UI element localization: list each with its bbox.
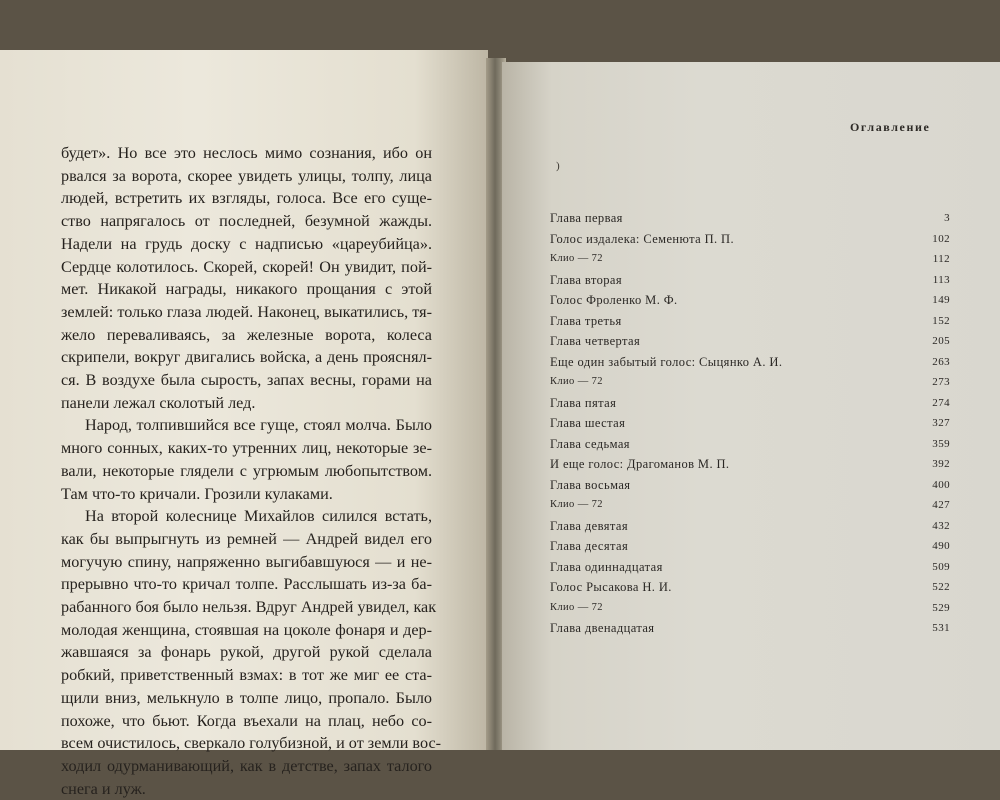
toc-entry-label: Глава десятая	[550, 539, 629, 553]
toc-entry-label: Глава одиннадцатая	[550, 559, 663, 574]
text-line: Сердце колотилось. Скорей, скорей! Он увидит, пой-	[61, 257, 432, 276]
toc-entry-page: 522	[932, 581, 950, 593]
paragraph	[61, 414, 432, 505]
text-line: скрипели, вокруг двигались войска, а день прояснял-	[61, 348, 432, 367]
text-line: ство напрягалось от последней, безумной жажды.	[61, 212, 432, 231]
toc-entry-label: Клио — 72	[550, 499, 603, 510]
toc-entry	[550, 598, 950, 619]
toc-entry-page: 263	[932, 355, 950, 368]
text-line: много сонных, каких-то утренних лиц, некоторые зе-	[61, 439, 432, 458]
toc-entry-label: Глава третья	[550, 313, 622, 328]
text-line: Надели на грудь доску с надписью «цареубийца».	[61, 234, 432, 253]
toc-entry-label: Глава восьмая	[550, 477, 631, 492]
toc-entry	[550, 208, 950, 229]
text-line: ся. В воздухе была сырость, запах весны, горами на	[61, 371, 432, 390]
toc-entry-label: Голос издалека: Семенюта П. П.	[550, 231, 734, 246]
text-line: робкий, приветственный взмах: в тот же миг ее ста-	[61, 666, 432, 685]
toc-entry	[550, 495, 950, 516]
toc-entry	[550, 618, 950, 639]
toc-entry-page: 3	[944, 212, 950, 224]
text-line: панели лежал сколотый лед.	[61, 393, 256, 412]
text-line: всем очистилось, сверкало голубизной, и от земли вос-	[61, 734, 442, 753]
toc-entry-page: 327	[932, 417, 950, 429]
text-line: Народ, толпившийся все гуще, стоял молча. Было	[85, 416, 432, 435]
toc-entry-page: 274	[932, 396, 950, 409]
toc-entry-label: Глава пятая	[550, 395, 617, 410]
toc-entry-page: 427	[932, 499, 950, 511]
toc-entry-page: 490	[932, 540, 950, 552]
text-line: людей, встретить их взгляды, голоса. Все его суще-	[61, 189, 432, 208]
toc-entry-page: 205	[932, 335, 950, 347]
text-line: похоже, что бьют. Когда въехали на плац, небо со-	[61, 711, 432, 730]
text-line: рабанного боя было нельзя. Вдруг Андрей увидел, как	[61, 598, 437, 617]
toc-entry-page: 392	[932, 458, 950, 470]
toc-entry-label: Голос Фроленко М. Ф.	[550, 293, 678, 307]
left-page-text	[61, 142, 442, 800]
text-line: жавшаяся за фонарь рукой, другой рукой сделала	[61, 643, 432, 662]
toc-entry-label: Глава девятая	[550, 518, 628, 533]
toc-entry	[550, 454, 950, 475]
toc-entry	[550, 249, 950, 270]
toc-entry-page: 400	[932, 478, 950, 491]
toc-entry	[550, 311, 950, 332]
text-line: мет. Никакой награды, никакого прощания с этой	[61, 280, 432, 299]
text-line: могучую спину, напряженно выгибавшуюся — и не-	[61, 552, 432, 571]
toc-entry	[550, 229, 950, 250]
toc-entry	[550, 516, 950, 537]
toc-entry	[550, 557, 950, 578]
toc-entry-page: 102	[932, 232, 950, 245]
stray-mark: )	[556, 160, 560, 172]
toc-entry	[550, 290, 950, 311]
text-line: Там что-то кричали. Грозили кулаками.	[61, 484, 333, 503]
toc-entry-page: 273	[932, 376, 950, 388]
toc-entry-page: 149	[932, 294, 950, 306]
toc-entry	[550, 577, 950, 598]
toc-entry-label: Голос Рысакова Н. И.	[550, 580, 672, 594]
text-line: жело переваливаясь, за железные ворота, колеса	[61, 325, 432, 344]
toc-entry-label: Глава первая	[550, 211, 623, 225]
toc-entry-page: 509	[932, 560, 950, 573]
toc-entry	[550, 331, 950, 352]
toc-entry	[550, 372, 950, 393]
toc-entry	[550, 393, 950, 414]
toc-entry-label: И еще голос: Драгоманов М. П.	[550, 457, 730, 471]
toc-entry-page: 112	[932, 253, 950, 265]
text-line: ходил одурманивающий, как в детстве, запах талого	[61, 756, 432, 775]
toc-entry-page: 531	[932, 622, 950, 634]
toc-entry-page: 359	[932, 437, 950, 450]
toc-entry-page: 113	[932, 273, 950, 286]
text-line: вали, некоторые глядели с угрюмым любопытством.	[61, 461, 432, 480]
toc-entry-label: Глава вторая	[550, 272, 622, 287]
text-line: будет». Но все это неслось мимо сознания, ибо он	[61, 144, 432, 162]
text-line: рвался за ворота, скорее увидеть улицы, толпу, лица	[61, 166, 432, 185]
toc-entry	[550, 475, 950, 496]
text-line: снега и луж.	[61, 779, 146, 798]
paragraph	[61, 142, 432, 414]
text-line: молодая женщина, стоявшая на цоколе фонаря и дер-	[61, 620, 432, 639]
toc-entry	[550, 413, 950, 434]
toc-entry-label: Глава шестая	[550, 416, 626, 430]
text-line: щили вниз, мелькнуло в толпе лицо, пропало. Было	[61, 688, 432, 707]
toc-entry	[550, 270, 950, 291]
toc-entry-label: Клио — 72	[550, 253, 603, 264]
toc-entry-label: Глава четвертая	[550, 334, 641, 348]
toc-entry	[550, 352, 950, 373]
paragraph	[61, 505, 442, 800]
text-line: На второй колеснице Михайлов силился встать,	[85, 507, 432, 526]
text-line: землей: только глаза людей. Наконец, выкатились, тя-	[61, 302, 432, 321]
text-line: как бы выпрыгнуть из ремней — Андрей видел его	[61, 529, 432, 548]
toc-entry-page: 432	[932, 519, 950, 532]
toc-entry	[550, 536, 950, 557]
text-line: прерывно что-то кричал толпе. Расслышать из-за ба-	[61, 575, 432, 594]
toc-entry-label: Клио — 72	[550, 376, 603, 387]
toc-entry-label: Глава седьмая	[550, 436, 630, 451]
toc-entry	[550, 434, 950, 455]
toc-title: Оглавление	[850, 120, 931, 134]
toc-entry-label: Глава двенадцатая	[550, 621, 655, 635]
toc-entry-page: 529	[932, 601, 950, 614]
toc-entry-label: Еще один забытый голос: Сыцянко А. И.	[550, 354, 783, 369]
toc-entry-label: Клио — 72	[550, 601, 603, 613]
toc-entry-page: 152	[932, 314, 950, 327]
table-of-contents	[550, 208, 950, 639]
